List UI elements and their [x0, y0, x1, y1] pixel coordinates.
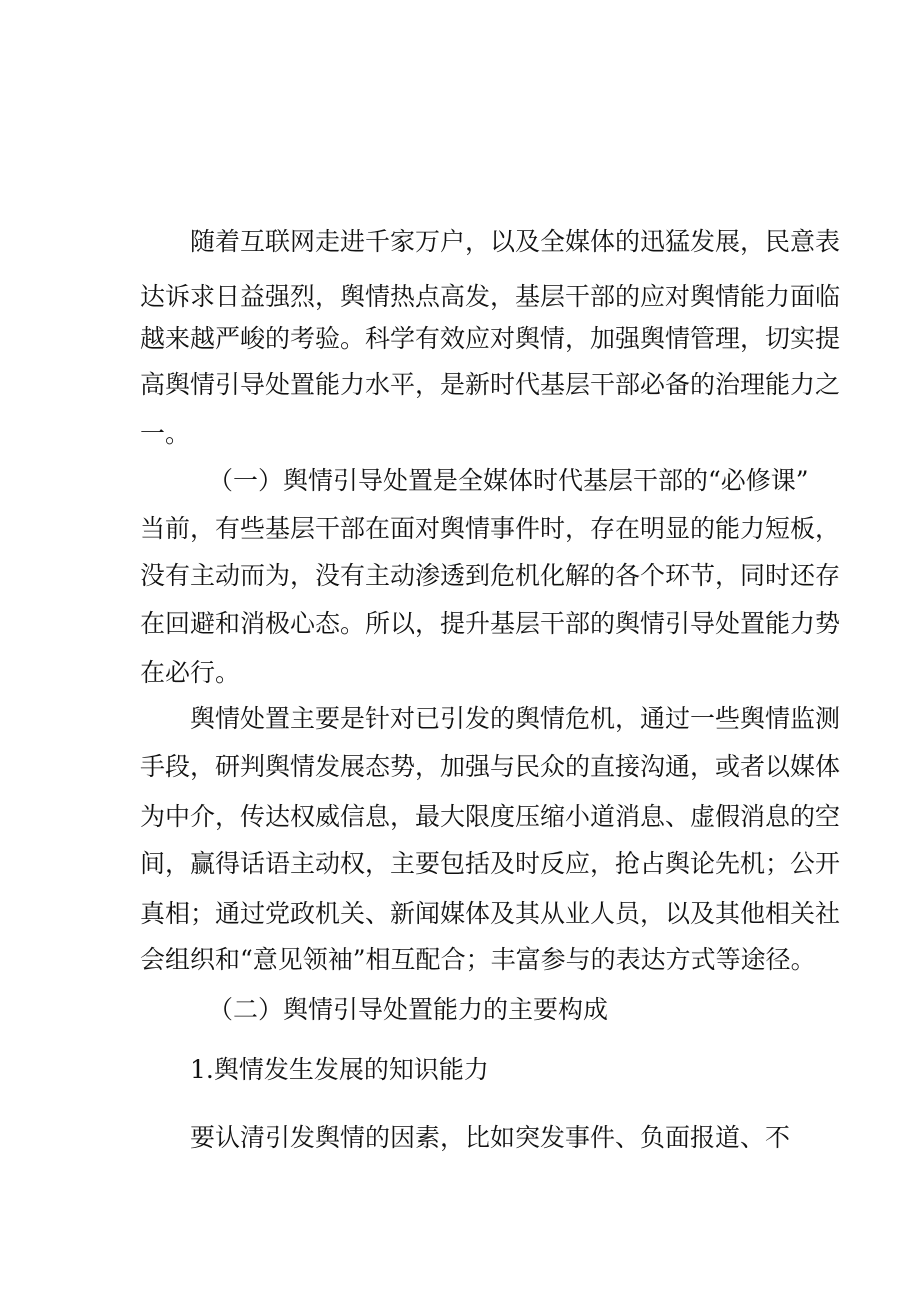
text-line: 舆情处置主要是针对已引发的舆情危机，通过一些舆情监测 [190, 704, 841, 733]
text-line: 高舆情引导处置能力水平，是新时代基层干部必备的治理能力之 [140, 370, 841, 399]
text-line: 要认清引发舆情的因素，比如突发事件、负面报道、不 [190, 1123, 791, 1152]
text-line: 越来越严峻的考验。科学有效应对舆情，加强舆情管理，切实提 [140, 324, 841, 353]
text-line: 会组织和“意见领袖”相互配合；丰富参与的表达方式等途径。 [140, 945, 816, 974]
text-line: 当前，有些基层干部在面对舆情事件时，存在明显的能力短板， [140, 514, 841, 543]
section-heading-2: （二）舆情引导处置能力的主要构成 [208, 995, 609, 1024]
text-line: 为中介，传达权威信息，最大限度压缩小道消息、虚假消息的空 [140, 802, 841, 831]
section-heading-1: （一）舆情引导处置是全媒体时代基层干部的“必修课” [208, 466, 809, 495]
text-line: 在必行。 [140, 658, 241, 687]
text-line: 一。 [140, 419, 191, 448]
text-line: 达诉求日益强烈，舆情热点高发，基层干部的应对舆情能力面临 [140, 282, 841, 311]
text-line: 间，赢得话语主动权，主要包括及时反应，抢占舆论先机；公开 [140, 849, 841, 878]
text-line: 没有主动而为，没有主动渗透到危机化解的各个环节，同时还存 [140, 561, 841, 590]
text-line: 在回避和消极心态。所以，提升基层干部的舆情引导处置能力势 [140, 609, 841, 638]
text-line: 真相；通过党政机关、新闻媒体及其从业人员，以及其他相关社 [140, 899, 841, 928]
text-line: 随着互联网走进千家万户，以及全媒体的迅猛发展，民意表 [190, 227, 841, 256]
subsection-heading-1: 1.舆情发生发展的知识能力 [190, 1055, 489, 1084]
text-line: 手段，研判舆情发展态势，加强与民众的直接沟通，或者以媒体 [140, 752, 841, 781]
